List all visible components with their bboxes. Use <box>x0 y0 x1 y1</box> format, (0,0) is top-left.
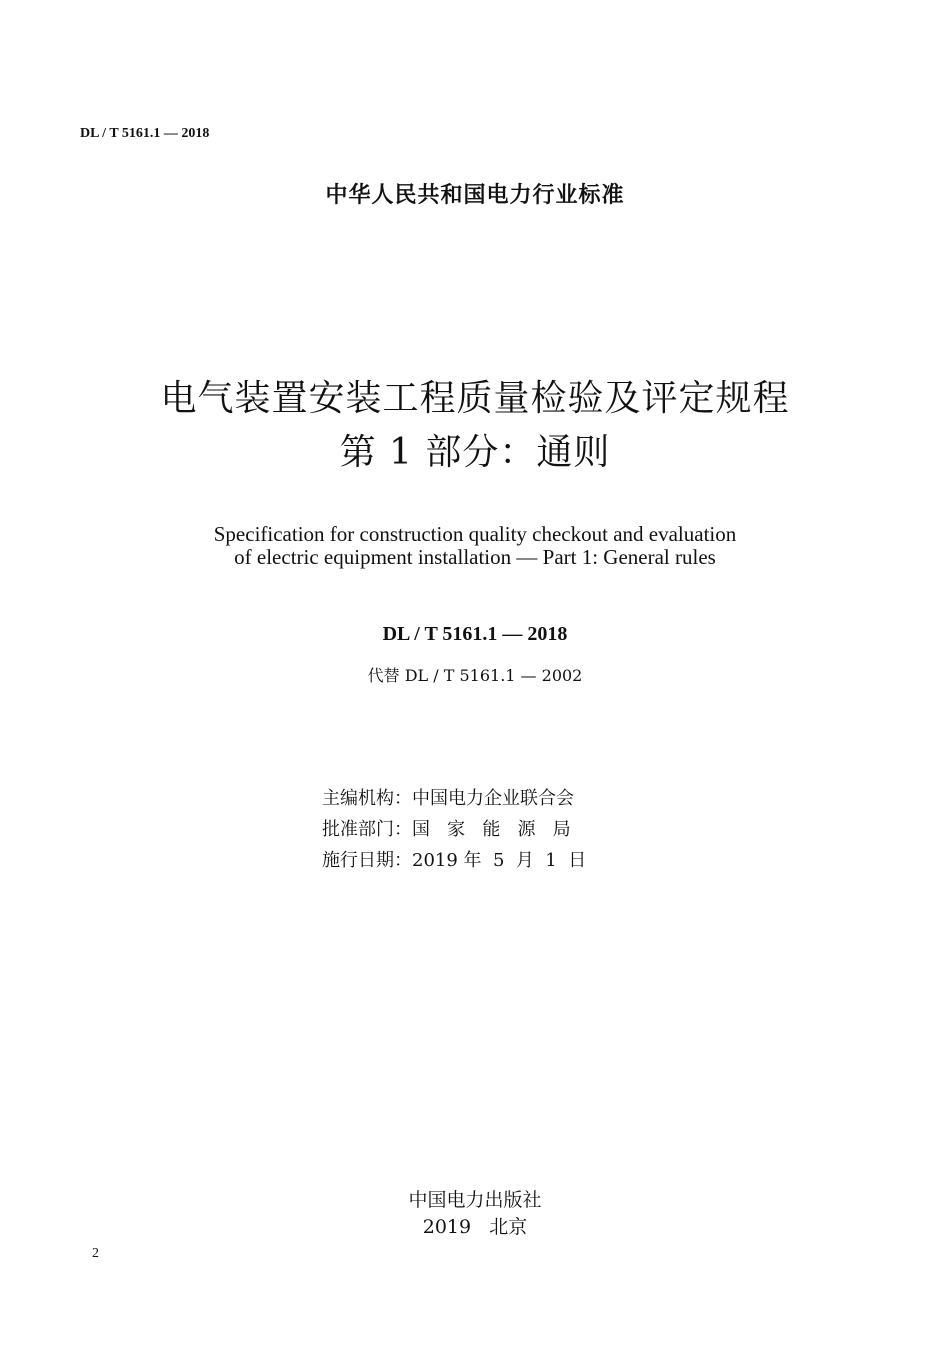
publisher-name: 中国电力出版社 <box>408 1189 542 1211</box>
title-english-line-1: Specification for construction quality checkout and evaluation <box>213 522 737 546</box>
title-chinese-line-2: 第 1 部分：通则 <box>339 432 611 473</box>
publication-year-city: 2019 北京 <box>422 1216 528 1238</box>
editor-organization: 主编机构：中国电力企业联合会 <box>322 788 574 809</box>
title-chinese-line-1: 电气装置安装工程质量检验及评定规程 <box>160 378 790 419</box>
approving-department: 批准部门：国 家 能 源 局 <box>322 819 571 840</box>
industry-standard-heading: 中华人民共和国电力行业标准 <box>325 183 625 208</box>
replaces-standard: 代替 DL / T 5161.1 — 2002 <box>367 666 583 685</box>
page-number: 2 <box>92 1246 99 1261</box>
meta-block <box>322 783 586 876</box>
standard-number: DL / T 5161.1 — 2018 <box>382 623 568 645</box>
effective-date: 施行日期：2019 年 5 月 1 日 <box>322 850 587 871</box>
header-standard-code: DL / T 5161.1 — 2018 <box>80 126 210 141</box>
title-english-line-2: of electric equipment installation — Part 1: General rules <box>234 545 716 569</box>
